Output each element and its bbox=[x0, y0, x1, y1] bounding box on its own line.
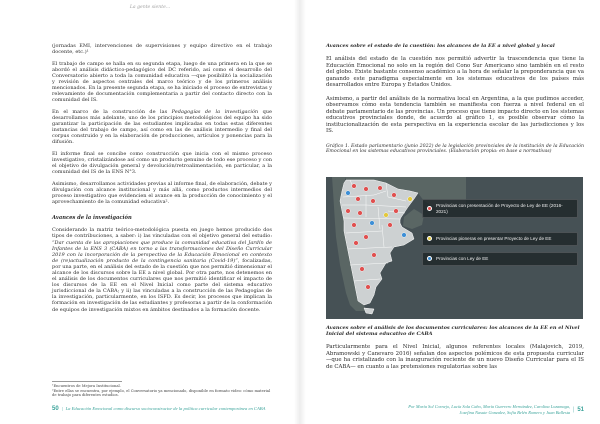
marker-red bbox=[392, 193, 397, 198]
paragraph-section bbox=[52, 227, 272, 312]
legend-swatch bbox=[427, 256, 432, 261]
marker-red bbox=[364, 187, 369, 192]
footnote: ²Entre ellas se encuentra, por ejemplo, el Conversatorio ya mencionado, disponible en formato video: cómo material de trabajo para diferentes estudios. bbox=[52, 388, 271, 398]
marker-red bbox=[356, 197, 361, 202]
paragraph: (jornadas EMI, intervenciones de supervisiones y equipo directivo en el trabajo docente, etc.)¹ bbox=[52, 43, 272, 56]
italic-quote: “Dar cuenta de las apropiaciones que produce la comunidad educativa del Jardín de Infantes de la ENS 3 (CABA) en torno a las transformaciones del Diseño Curricular 2019 con la incorporación de la perspectiva de la Educación Emocional en contexto de (re)actualización producto de la contingencia sanitaria (Covid-19)” bbox=[52, 239, 272, 264]
running-header: La gente siente... bbox=[129, 5, 171, 10]
authors bbox=[408, 404, 570, 415]
text-segment: , focalizadas, por una parte, en el análisis del estado de la cuestión que nos permitió dimensionar el alcance de los discursos sobre la EE a nivel global. Por otra parte, nos detenemos en el análisis de los documentos curriculares que nos permitió identificar el impacto de los discursos de la EE en el Nivel Inicial como parte del sistema educativo jurisdiccional de la CABA; y ii) las vinculadas a la construcción de las Pedagogías de la investigación, particularmente, en los ISFD. Es decir, los procesos que implican la formación en investigación de las estudiantes y profesoras a partir de la conformación de equipos de investigación mixtos en ámbitos destinados a la formación docente. bbox=[52, 257, 272, 313]
italic-term: Pedagogías de la investigación bbox=[171, 108, 259, 115]
legend-item bbox=[422, 252, 578, 266]
marker-blue bbox=[370, 221, 375, 226]
section-heading: Avances de la investigación bbox=[52, 215, 132, 222]
tierra-del-fuego-shape bbox=[364, 308, 374, 314]
authors-line: Josefina Nasute Gonzalez, Sofía Belén Romero y Juan Ballesta bbox=[459, 409, 571, 415]
authors-line: Por María Sol Cornejo, Lucía Sola Cabo, María Guerrero Hernández, Carolina Lozamaga, bbox=[408, 404, 571, 409]
legend-swatch bbox=[427, 236, 432, 241]
footnote: ¹Encuentros de Mejora Institucional. bbox=[52, 384, 121, 388]
marker-blue bbox=[402, 233, 407, 238]
legend-item bbox=[422, 232, 578, 246]
marker-red bbox=[372, 253, 377, 258]
marker-red bbox=[360, 267, 365, 272]
footnotes bbox=[52, 384, 272, 398]
text-segment: que desarrollamos más adelante, uno de los principios metodológicos del equipo ha sido garantizar la participación de las estudiantes implicadas en todas estas diferentes instancias del trabajo de campo, así como en las de análisis intermedio y final del corpus construido y en la elaboración de producciones, artículos y ponencias para la difusión. bbox=[52, 108, 272, 146]
paragraph: El informe final se concibe como construcción que inicia con el mismo proceso investigativo, cristalizándose así como un producto genuino de todo ese proceso y con el objetivo de divulgación general y devolución/retroalimentación, en particular, a la comunidad del IS de la ENS N°3. bbox=[52, 150, 272, 176]
figure-caption: Gráfico 1. Estado parlamentario (junio 2022) de la legislación provinciales de la institución de la Educación Emocional en los sistemas educativos provinciales. (Elaboración propia: en base a normativas) bbox=[326, 143, 584, 155]
legend-label: Provincias con presentación de Proyecto de Ley de EE (2016-2021) bbox=[436, 203, 563, 214]
marker-yellow bbox=[408, 197, 413, 202]
neighbor-land-uruguay bbox=[403, 209, 424, 229]
paragraph: El análisis del estado de la cuestión nos permitió advertir la trascendencia que tiene la Educación Emocional no solo en la región del Cono Sur Americano sino también en el resto del globo. Existe bastante consenso académico a la hora de señalar la preponderancia que va ganando este paradigma especialmente en los sistemas educativos de los países más desarrollados entre Europa y Estados Unidos. bbox=[326, 56, 584, 89]
legend-label: Provincias pioneras en presentar Proyecto de Ley de EE bbox=[436, 236, 552, 241]
right-page bbox=[300, 0, 600, 424]
text-segment: Considerando la matriz teórico-metodológica puesta en juego hemos producido dos tipos de contribuciones, a saber: i) las vinculadas con el objetivo general del estudio: bbox=[52, 227, 272, 240]
paragraph: Asimismo, a partir del análisis de la normativa local en Argentina, a la que pudimos acceder, observamos cómo esta tendencia también se manifiesta con fuerza a nivel federal en el debate parlamentario de las provincias. Un proceso que tiene impacto directo en los sistemas educativos provinciales donde, de acuerdo al gráfico 1, es posible observar cómo la institucionalización de esta perspectiva en la experiencia escolar de las jurisdicciones y los IS. bbox=[326, 95, 584, 135]
marker-red bbox=[394, 209, 399, 214]
left-text-column bbox=[52, 43, 272, 318]
footnote-divider bbox=[52, 381, 122, 382]
marker-yellow bbox=[384, 213, 389, 218]
legend-swatch bbox=[427, 206, 432, 211]
paragraph: El trabajo de campo se halla en su segunda etapa, luego de una primera en la que se abordó el análisis didáctico-pedagógico del DC referido, así como el desarrollo del Conversatorio abierto a toda la comunidad educativa —que posibilitó la socialización y revisión de aspectos centrales del marco teórico y de los primeros análisis mencionados. En la presente segunda etapa, se ha iniciado el proceso de entrevistas y relevamiento de documentación complementaria a partir del contacto directo con la comunidad del IS. bbox=[52, 60, 272, 104]
legend-label: Provincias con Ley de EE bbox=[436, 256, 489, 261]
page-number: 51 bbox=[577, 406, 584, 413]
marker-red bbox=[366, 285, 371, 290]
paragraph: Asimismo, desarrollamos actividades previas al informe final, de elaboración, debate y divulgación con alcance institucional y más allá, como productos intermedios del proceso investigativo que evidencien el avance en la producción de conocimiento y el aprovechamiento de la comunidad educativa². bbox=[52, 180, 272, 206]
marker-red bbox=[358, 211, 363, 216]
section-heading: Avances sobre el análisis de los documentos curriculares: los alcances de la EE en el Nivel Inicial del sistema educativo de CABA bbox=[326, 325, 580, 338]
paragraph-pedagogias bbox=[52, 109, 272, 146]
section-heading: Avances sobre el estado de la cuestión: los alcances de la EE a nivel global y local bbox=[326, 43, 555, 49]
marker-red bbox=[354, 241, 359, 246]
page-footer bbox=[408, 404, 584, 415]
marker-blue bbox=[346, 191, 351, 196]
marker-red bbox=[371, 199, 376, 204]
page-number: 50 bbox=[52, 406, 59, 412]
legend-item bbox=[422, 199, 578, 218]
book-title: La Educación Emocional como discurso socioconstructor de la política curricular contemporánea en CABA bbox=[65, 406, 266, 411]
text-segment: En el marco de la construcción de las bbox=[52, 108, 172, 115]
footer-separator: | bbox=[61, 406, 63, 411]
page-footer bbox=[52, 405, 288, 413]
paragraph: Particularmente para el Nivel Inicial, algunos referentes locales (Malajovich, 2019, Abramowski y Canevaro 2016) señalan dos aspectos polémicos de esta propuesta curricular —que ha cristalizado con la inauguración reciente de un nuevo Diseño Curricular para el IS de CABA— en cuanto a las pretensiones regulatorias sobre las bbox=[326, 344, 584, 370]
marker-red bbox=[364, 235, 369, 240]
marker-red bbox=[346, 209, 351, 214]
marker-red bbox=[378, 186, 383, 191]
marker-red bbox=[352, 223, 357, 228]
footer-separator: | bbox=[573, 406, 575, 413]
marker-red bbox=[388, 223, 393, 228]
right-text-column-lower bbox=[326, 325, 584, 377]
argentina-map-figure bbox=[326, 177, 583, 319]
page-gutter bbox=[294, 0, 306, 424]
right-text-column bbox=[326, 43, 584, 155]
marker-red bbox=[352, 184, 357, 189]
